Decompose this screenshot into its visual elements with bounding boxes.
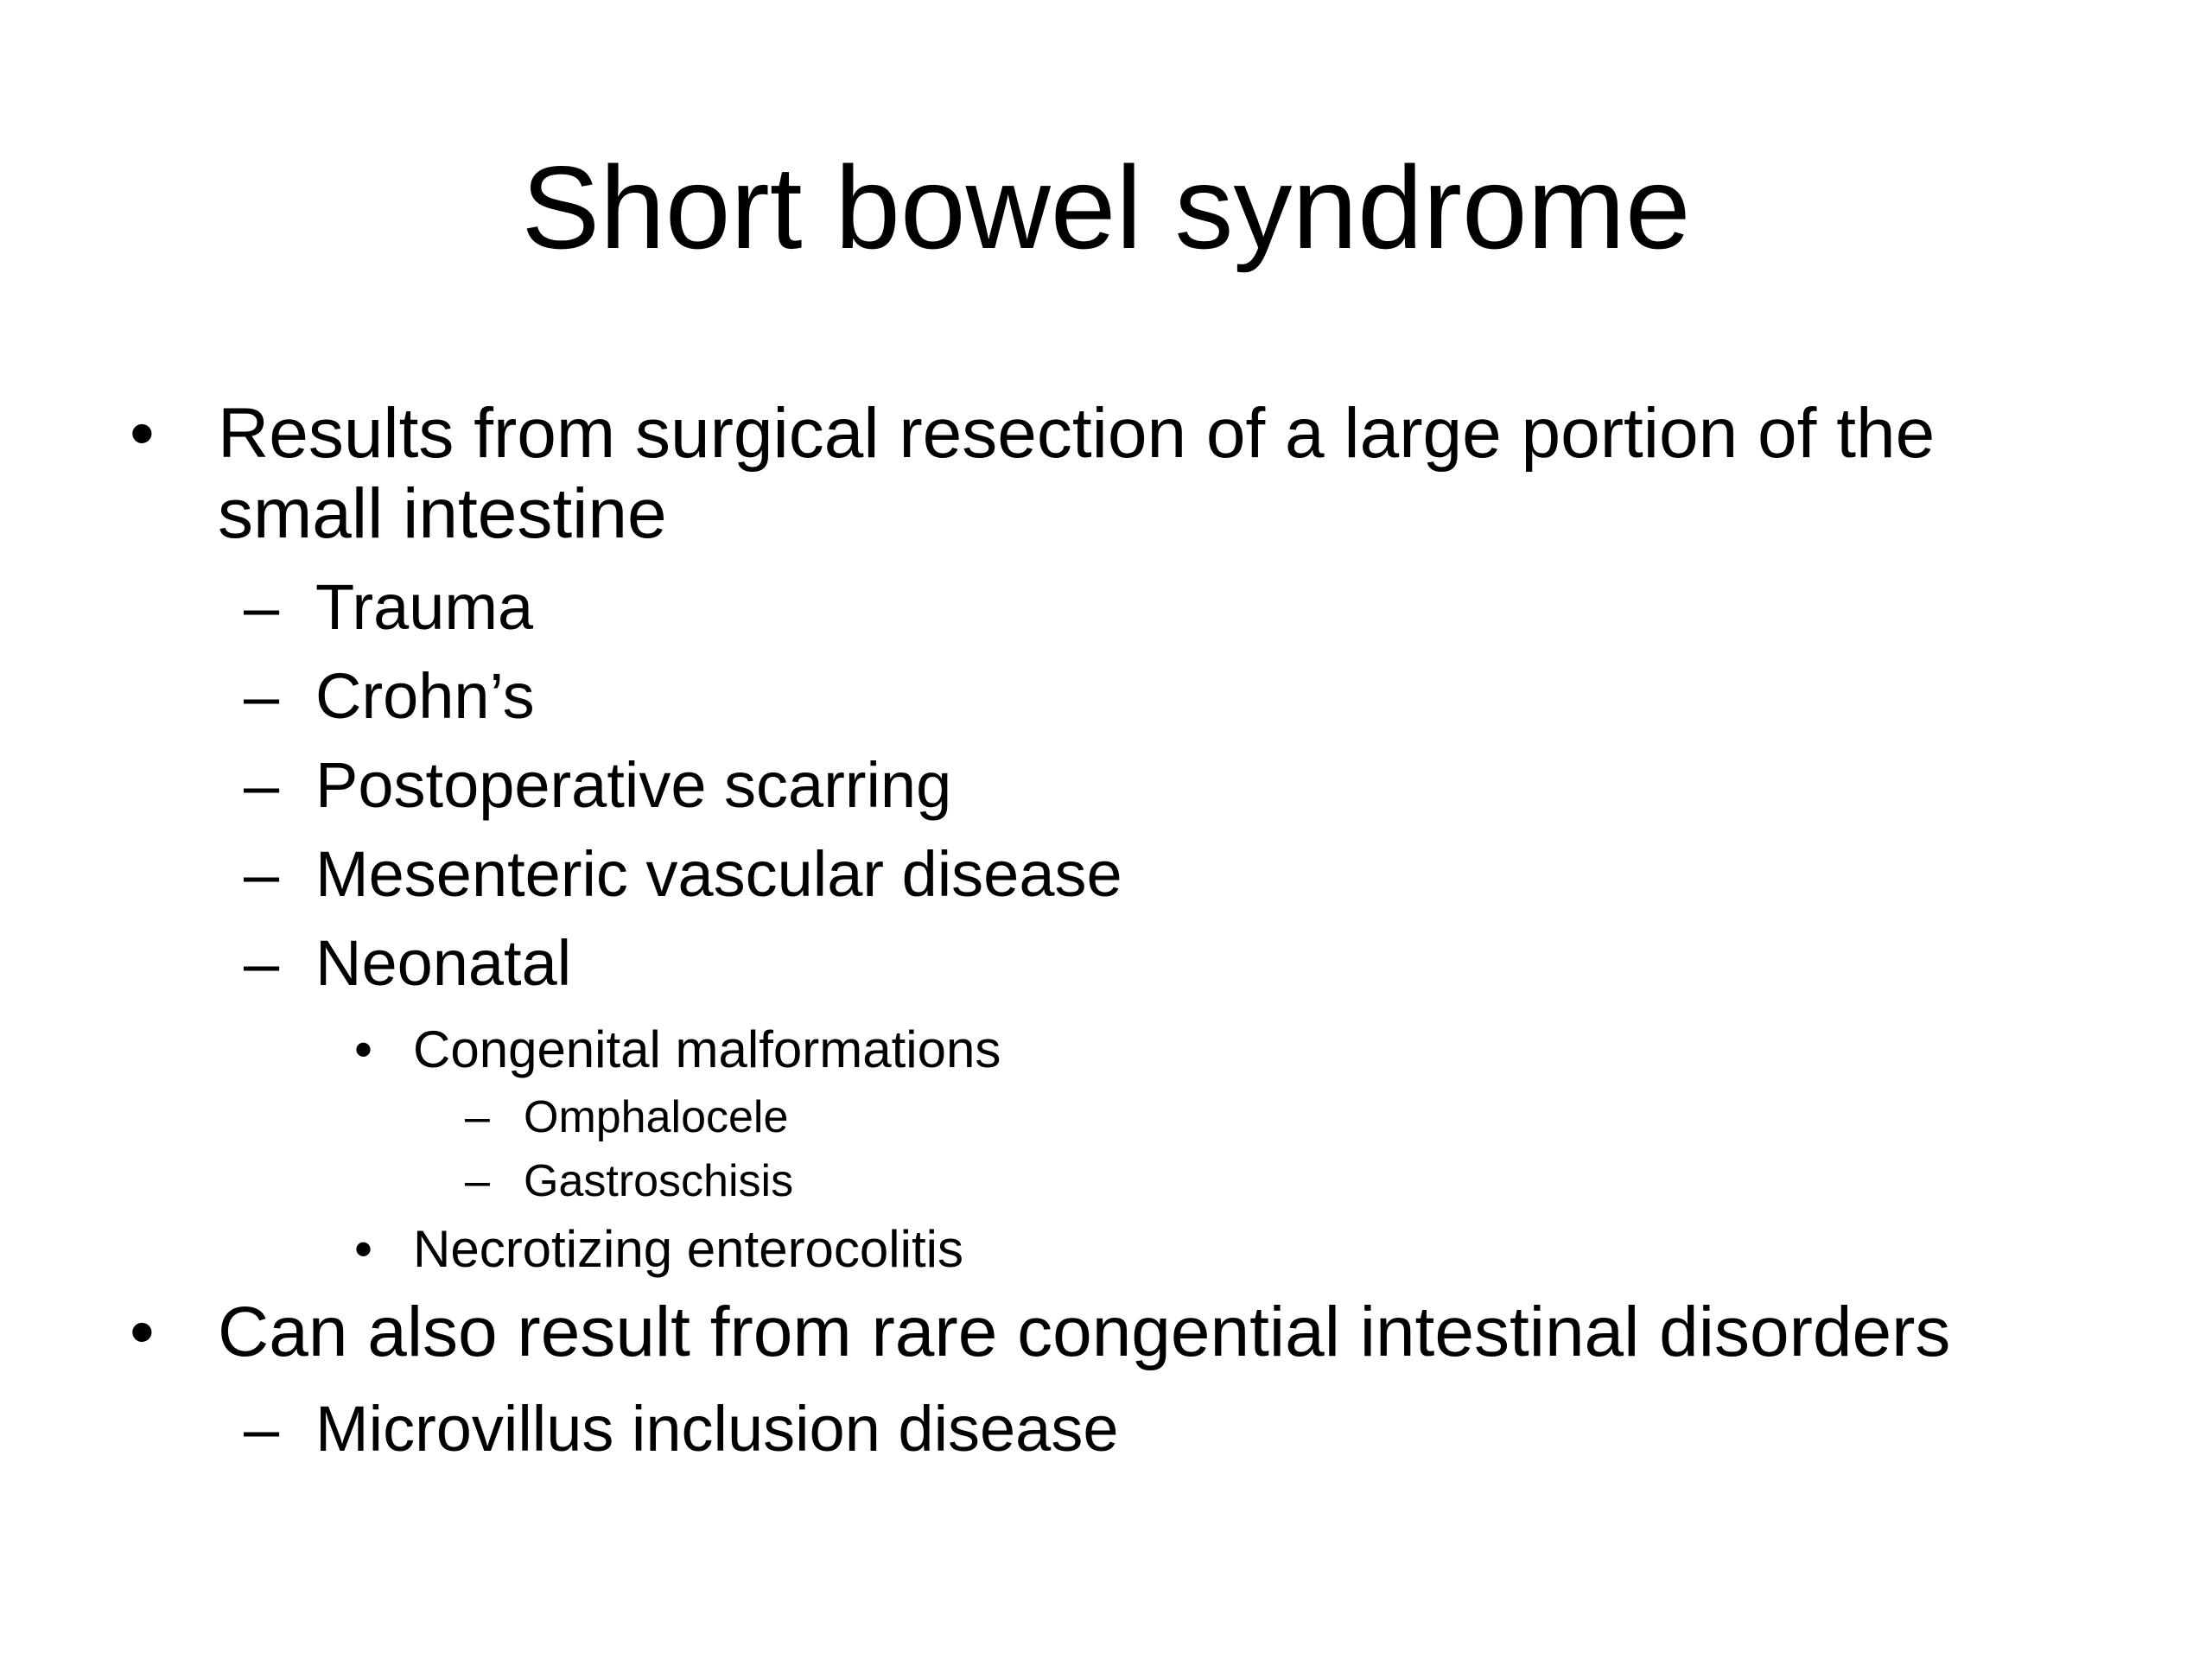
level3-bullet-text: Congenital malformations [413,1020,1001,1078]
sub-bullet-text: Trauma [315,571,534,643]
bullet-marker: • [130,1293,155,1371]
sub-bullet-marker: – [244,1393,280,1465]
sub-bullet-text: Postoperative scarring [315,749,952,821]
level4-bullet-marker: – [465,1092,490,1142]
sub-bullet-marker: – [244,571,280,643]
sub-bullet-text: Crohn’s [315,660,535,732]
level4-bullet-text: Omphalocele [524,1092,789,1142]
bullet-marker: • [130,394,155,473]
sub-bullet-marker: – [244,749,280,821]
bullet-text-continued: small intestine [218,474,667,553]
level4-bullet-text: Gastroschisis [524,1156,794,1206]
sub-bullet-text: Microvillus inclusion disease [315,1393,1119,1465]
bullet-text: Can also result from rare congential intestinal disorders [218,1293,1951,1371]
sub-bullet-marker: – [244,927,280,999]
sub-bullet-text: Neonatal [315,927,572,999]
level3-bullet-marker: • [354,1220,373,1278]
bullet-text: Results from surgical resection of a large portion of the [218,394,1936,473]
slide-title: Short bowel syndrome [521,142,1691,273]
level3-bullet-marker: • [354,1020,373,1078]
level3-bullet-text: Necrotizing enterocolitis [413,1220,963,1278]
sub-bullet-marker: – [244,660,280,732]
sub-bullet-text: Mesenteric vascular disease [315,838,1122,910]
level4-bullet-marker: – [465,1156,490,1206]
sub-bullet-marker: – [244,838,280,910]
